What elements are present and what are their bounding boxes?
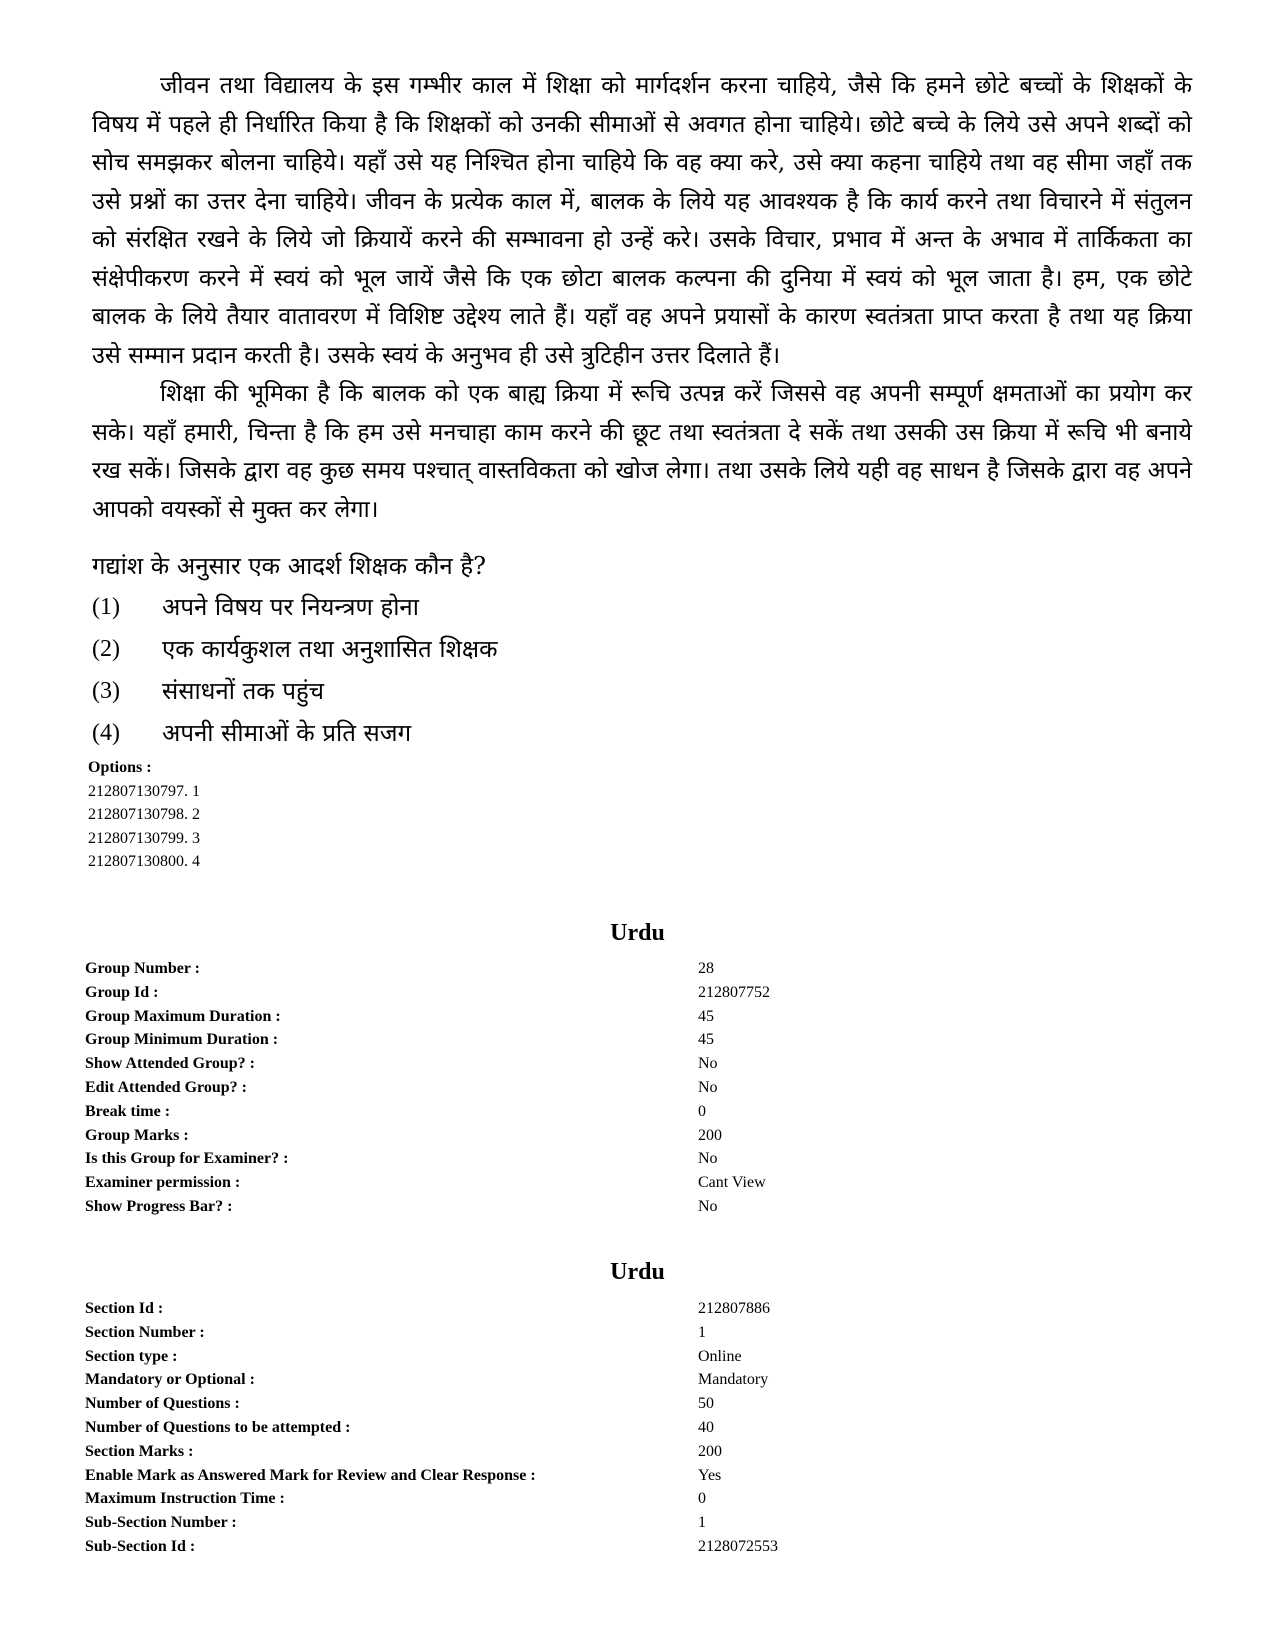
row-key: Number of Questions to be attempted : — [85, 1418, 351, 1436]
choice-number: (1) — [92, 594, 120, 620]
choice-number: (4) — [92, 720, 120, 746]
row-value: 28 — [698, 960, 714, 977]
row-value: No — [698, 1078, 718, 1096]
choice-text: संसाधनों तक पहुंच — [162, 677, 324, 705]
passage-paragraph-1: जीवन तथा विद्यालय के इस गम्भीर काल में शिक्षा को मार्गदर्शन करना चाहिये, जैसे कि हमने छोटे बच्चों के शिक्षकों के विषय में पहले ही निर्धारित किया है कि शिक्षकों को उनकी सीमाओं से अवगत होना चाहिये। छोटे बच्चे के लिये उसे अपने शब्दों को सोच समझकर बोलना चाहिये। यहाँ उसे यह निश्चित होना चाहिये कि वह क्या करे, उसे क्या कहना चाहिये तथा वह सीमा जहाँ तक उसे प्रश्नों का उत्तर देना चाहिये। जीवन के प्रत्येक काल में, बालक के लिये यह आवश्यक है कि कार्य करने तथा विचारने में संतुलन को संरक्षित रखने के लिये जो क्रियायें करने की सम्भावना हो उन्हें करे। उसके विचार, प्रभाव में अन्त के अभाव में तार्किकता का संक्षेपीकरण करने में स्वयं को भूल जायें जैसे कि एक छोटा बालक कल्पना की दुनिया में स्वयं को भूल जाता है। हम, एक छोटे बालक के लिये तैयार वातावरण में विशिष्ट उद्देश्य लाते हैं। यहाँ वह अपने प्रयासों के कारण स्वतंत्रता प्राप्त करता है तथा यह क्रिया उसे सम्मान प्रदान करती है। उसके स्वयं के अनुभव ही उसे त्रुटिहीन उत्तर दिलाते हैं। — [92, 71, 1192, 369]
row-key: Number of Questions : — [85, 1395, 240, 1413]
group-row — [85, 1076, 770, 1100]
options-label: Options : — [88, 759, 152, 776]
row-value: 212807886 — [698, 1300, 770, 1317]
row-value: 2128072553 — [698, 1537, 778, 1555]
row-key: Sub-Section Id : — [85, 1537, 196, 1555]
row-key: Break time : — [85, 1102, 171, 1120]
row-value: 200 — [698, 1126, 722, 1144]
row-value: 212807752 — [698, 983, 770, 1001]
comprehension-passage — [92, 66, 1192, 528]
choice-text: अपनी सीमाओं के प्रति सजग — [162, 719, 412, 747]
answer-choices — [92, 586, 498, 754]
row-value: 50 — [698, 1395, 714, 1413]
row-key: Group Marks : — [85, 1126, 189, 1144]
row-key: Show Attended Group? : — [85, 1055, 255, 1073]
section-row — [85, 1487, 778, 1511]
section-row — [85, 1368, 778, 1392]
section-row — [85, 1464, 778, 1488]
row-key: Section Number : — [85, 1323, 205, 1341]
row-key: Mandatory or Optional : — [85, 1371, 255, 1389]
section-row — [85, 1345, 778, 1369]
choice-number: (2) — [92, 636, 120, 662]
group-row — [85, 1171, 770, 1195]
section-row — [85, 1392, 778, 1416]
row-key: Maximum Instruction Time : — [85, 1490, 285, 1508]
choice-text: अपने विषय पर नियन्त्रण होना — [162, 593, 419, 621]
section-row — [85, 1416, 778, 1440]
group-row — [85, 1195, 770, 1219]
section-row — [85, 1321, 778, 1345]
row-key: Examiner permission : — [85, 1174, 241, 1192]
passage-paragraph-2: शिक्षा की भूमिका है कि बालक को एक बाह्य क्रिया में रूचि उत्पन्न करें जिससे वह अपनी सम्पूर्ण क्षमताओं का प्रयोग कर सके। यहाँ हमारी, चिन्ता है कि हम उसे मनचाहा काम करने की छूट तथा स्वतंत्रता दे सकें तथा उसकी उस क्रिया में रूचि भी बनाये रख सकें। जिसके द्वारा वह कुछ समय पश्चात् वास्तविकता को खोज लेगा। तथा उसके लिये यही वह साधन है जिसके द्वारा वह अपने आपको वयस्कों से मुक्त कर लेगा। — [92, 379, 1192, 523]
row-key: Sub-Section Number : — [85, 1514, 237, 1532]
row-value: No — [698, 1150, 718, 1168]
row-value: Cant View — [698, 1174, 766, 1192]
row-key: Enable Mark as Answered Mark for Review and Clear Response : — [85, 1466, 536, 1484]
group-row — [85, 1124, 770, 1148]
answer-choice — [92, 628, 498, 670]
answer-choice — [92, 586, 498, 628]
choice-text: एक कार्यकुशल तथा अनुशासित शिक्षक — [162, 635, 498, 663]
row-value: 45 — [698, 1031, 714, 1049]
row-key: Section Id : — [85, 1300, 164, 1317]
group-row — [85, 1100, 770, 1124]
section-details-table — [85, 1297, 778, 1559]
option-id: 212807130799. 3 — [88, 829, 200, 847]
group-row — [85, 981, 770, 1005]
row-key: Is this Group for Examiner? : — [85, 1150, 289, 1168]
group-row — [85, 957, 770, 981]
row-value: 200 — [698, 1442, 722, 1460]
row-key: Edit Attended Group? : — [85, 1078, 247, 1096]
row-key: Section type : — [85, 1347, 178, 1365]
row-key: Group Number : — [85, 960, 200, 977]
group-heading: Urdu — [610, 920, 665, 946]
group-row — [85, 1147, 770, 1171]
row-value: Online — [698, 1347, 742, 1365]
row-key: Show Progress Bar? : — [85, 1197, 233, 1215]
option-id: 212807130800. 4 — [88, 853, 200, 870]
group-row — [85, 1052, 770, 1076]
section-row — [85, 1535, 778, 1559]
row-value: 40 — [698, 1418, 714, 1436]
row-value: 0 — [698, 1490, 706, 1508]
row-key: Group Maximum Duration : — [85, 1007, 281, 1025]
row-value: 0 — [698, 1102, 706, 1120]
row-value: 1 — [698, 1323, 706, 1341]
row-value: No — [698, 1197, 718, 1215]
row-key: Group Id : — [85, 983, 159, 1001]
row-value: 45 — [698, 1007, 714, 1025]
question-text: गद्यांश के अनुसार एक आदर्श शिक्षक कौन है? — [92, 552, 486, 580]
option-id: 212807130798. 2 — [88, 806, 200, 823]
section-row — [85, 1511, 778, 1535]
row-value: Yes — [698, 1466, 722, 1484]
row-value: No — [698, 1055, 718, 1073]
answer-choice — [92, 712, 498, 754]
group-row — [85, 1005, 770, 1029]
answer-choice — [92, 670, 498, 712]
row-value: 1 — [698, 1514, 706, 1532]
option-id: 212807130797. 1 — [88, 782, 200, 800]
group-details-table — [85, 957, 770, 1219]
row-key: Section Marks : — [85, 1442, 194, 1460]
section-row — [85, 1440, 778, 1464]
group-row — [85, 1028, 770, 1052]
section-row — [85, 1297, 778, 1321]
choice-number: (3) — [92, 678, 120, 704]
option-ids-block — [88, 756, 200, 874]
row-key: Group Minimum Duration : — [85, 1031, 279, 1049]
row-value: Mandatory — [698, 1371, 769, 1389]
section-heading: Urdu — [610, 1259, 665, 1285]
